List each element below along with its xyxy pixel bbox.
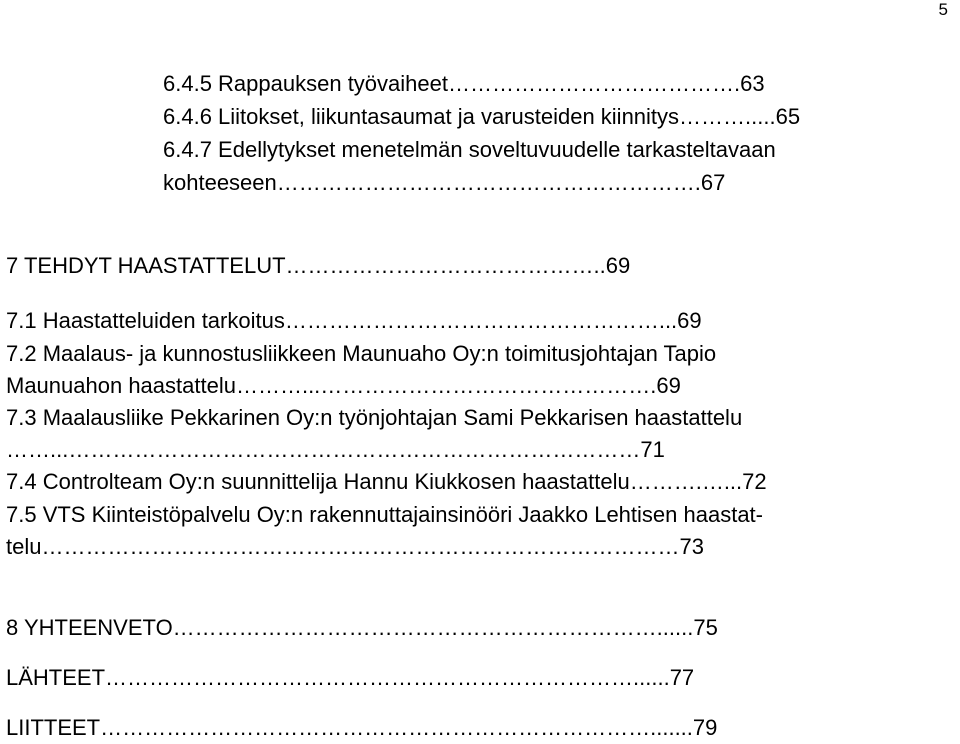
toc-entry-7: 7 TEHDYT HAASTATTELUT……………………………………..69 bbox=[6, 253, 631, 278]
toc-entry-7-3-line1: 7.3 Maalausliike Pekkarinen Oy:n työnjohtajan Sami Pekkarisen haastattelu bbox=[6, 405, 743, 430]
toc-entry-6-4-7-line2: kohteeseen………………………………………………….67 bbox=[163, 170, 726, 195]
toc-entry-6-4-7-line1: 6.4.7 Edellytykset menetelmän soveltuvuudelle tarkasteltavaan bbox=[163, 137, 776, 162]
toc-entry-6-4-6: 6.4.6 Liitokset, liikuntasaumat ja varusteiden kiinnitys……….....65 bbox=[163, 104, 801, 129]
toc-entry-6-4-5: 6.4.5 Rappauksen työvaiheet………………………………….63 bbox=[163, 71, 765, 96]
toc-entry-7-5-line2: telu……………………………………………………………………………73 bbox=[6, 534, 704, 559]
toc-entry-7-3-line2: ……...……………………………………………………………………71 bbox=[6, 437, 665, 462]
toc-entry-lahteet: LÄHTEET………………………………………………………………......77 bbox=[6, 665, 695, 690]
toc-entry-7-2-line2: Maunuahon haastattelu………...……………………………………….69 bbox=[6, 373, 681, 398]
toc-entry-7-5-line1: 7.5 VTS Kiinteistöpalvelu Oy:n rakennuttajainsinööri Jaakko Lehtisen haastat- bbox=[6, 502, 763, 527]
toc-entry-7-4: 7.4 Controlteam Oy:n suunnittelija Hannu Kiukkosen haastattelu……….…...72 bbox=[6, 469, 767, 494]
page-number: 5 bbox=[938, 0, 948, 19]
toc-entry-8: 8 YHTEENVETO…………………………………………………………......75 bbox=[6, 615, 718, 640]
toc-entry-liitteet: LIITTEET………………………………………………………………….......79 bbox=[6, 715, 718, 740]
toc-entry-7-1: 7.1 Haastatteluiden tarkoitus……………………………………………...69 bbox=[6, 308, 702, 333]
toc-entry-7-2-line1: 7.2 Maalaus- ja kunnostusliikkeen Maunuaho Oy:n toimitusjohtajan Tapio bbox=[6, 341, 717, 366]
